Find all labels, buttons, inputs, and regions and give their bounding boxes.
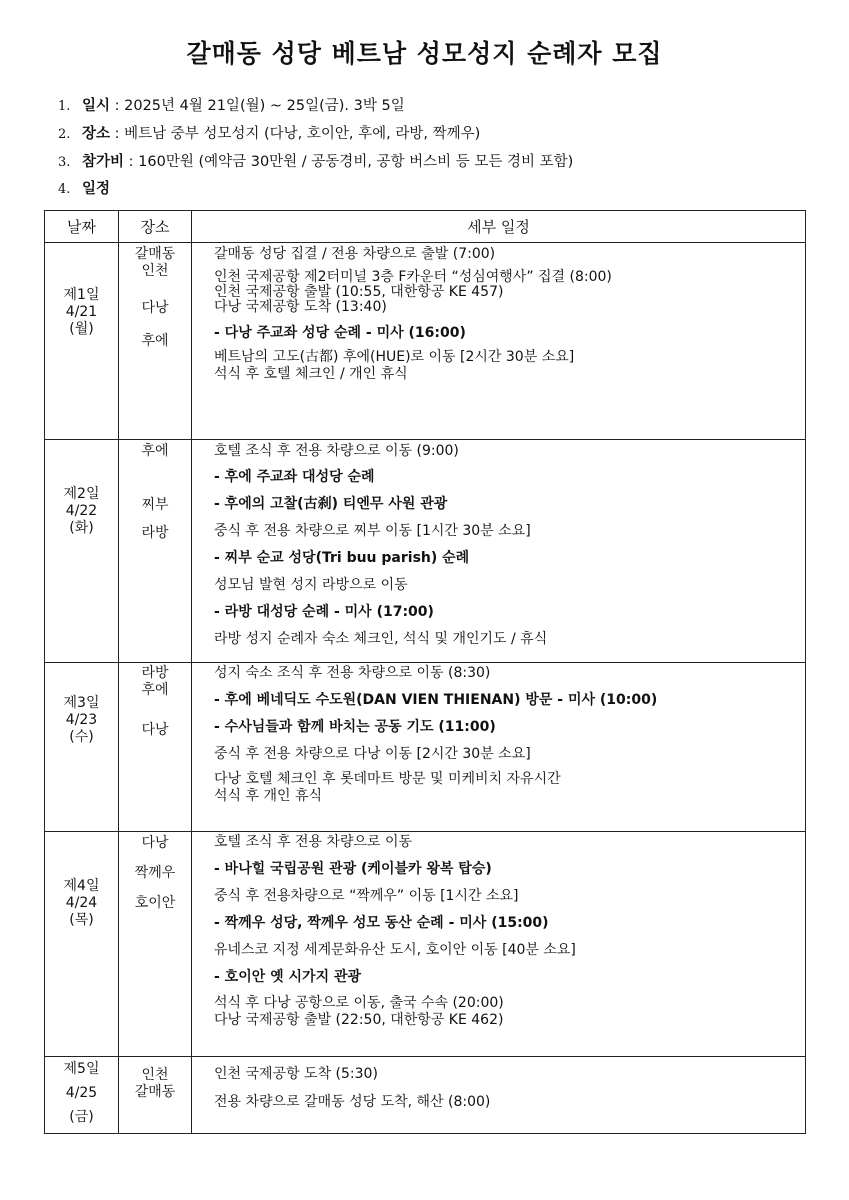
schedule-line-highlight: - 후에 주교좌 대성당 순례 [214, 469, 375, 485]
day-detail-cell [192, 832, 806, 1057]
info-sep: : [110, 98, 125, 114]
day-detail-cell [192, 1057, 806, 1134]
schedule-line-highlight: - 바나힐 국립공원 관광 (케이블카 왕복 탑승) [214, 861, 492, 877]
info-sep: : [124, 154, 139, 170]
info-text: 2025년 4월 21일(월) ~ 25일(금). 3박 5일 [124, 98, 405, 114]
day-date: 4/21 [65, 304, 98, 320]
schedule-line: 중식 후 전용차량으로 “짝께우” 이동 [1시간 소요] [214, 888, 519, 904]
day-date: 4/23 [65, 712, 98, 728]
place-name: 후에 [141, 443, 169, 459]
schedule-line: 베트남의 고도(古都) 후에(HUE)로 이동 [2시간 30분 소요] [214, 349, 575, 365]
place-name: 인천 [141, 263, 169, 279]
place-name: 후에 [141, 682, 169, 698]
place-name: 다낭 [141, 835, 169, 851]
day-date-cell [45, 243, 119, 440]
schedule-line-highlight: - 후에 베네딕도 수도원(DAN VIEN THIENAN) 방문 - 미사 (10:00) [214, 692, 658, 708]
schedule-line: 중식 후 전용 차량으로 찌부 이동 [1시간 30분 소요] [214, 523, 531, 539]
schedule-line-highlight: - 짝께우 성당, 짝께우 성모 동산 순례 - 미사 (15:00) [214, 915, 549, 931]
day-weekday: (월) [69, 321, 94, 337]
day-detail-cell [192, 440, 806, 663]
place-name: 갈매동 [134, 1084, 176, 1100]
table-row-day5 [45, 1057, 806, 1134]
table-row-day1 [45, 243, 806, 440]
day-weekday: (금) [69, 1109, 94, 1125]
place-name: 라방 [141, 525, 169, 541]
info-number: 4. [58, 182, 71, 197]
day-weekday: (화) [69, 520, 94, 536]
day-label: 제3일 [63, 695, 100, 711]
day-detail-cell [192, 243, 806, 440]
header-detail: 세부 일정 [192, 211, 806, 243]
schedule-line: 성모님 발현 성지 라방으로 이동 [214, 577, 408, 593]
schedule-line-highlight: - 라방 대성당 순례 - 미사 (17:00) [214, 604, 434, 620]
schedule-line: 다낭 국제공항 출발 (22:50, 대한항공 KE 462) [214, 1012, 504, 1028]
day-date-cell [45, 440, 119, 663]
info-key: 참가비 [82, 154, 125, 170]
day-place-cell [119, 832, 192, 1057]
day-date: 4/25 [65, 1085, 98, 1101]
info-sep: : [110, 126, 125, 142]
info-number: 2. [58, 127, 71, 142]
info-text: 베트남 중부 성모성지 (다낭, 호이안, 후에, 라방, 짝께우) [124, 126, 481, 142]
schedule-line-highlight: - 호이안 옛 시가지 관광 [214, 969, 362, 985]
place-name: 다낭 [141, 722, 169, 738]
place-name: 다낭 [141, 300, 169, 316]
table-row-day3 [45, 663, 806, 832]
schedule-line: 석식 후 개인 휴식 [214, 788, 323, 804]
day-date: 4/24 [65, 895, 98, 911]
schedule-line: 호텔 조식 후 전용 차량으로 이동 [214, 834, 413, 850]
schedule-line: 중식 후 전용 차량으로 다낭 이동 [2시간 30분 소요] [214, 746, 531, 762]
header-place: 장소 [119, 211, 192, 243]
schedule-line-highlight: - 후에의 고찰(古刹) 티엔무 사원 관광 [214, 496, 448, 512]
place-name: 라방 [141, 665, 169, 681]
info-key: 장소 [82, 126, 111, 142]
day-label: 제4일 [63, 878, 100, 894]
schedule-line-highlight: - 수사님들과 함께 바치는 공동 기도 (11:00) [214, 719, 496, 735]
page-title: 갈매동 성당 베트남 성모성지 순례자 모집 [186, 39, 663, 68]
schedule-line-highlight: - 다낭 주교좌 성당 순례 - 미사 (16:00) [214, 325, 466, 341]
place-name: 호이안 [134, 895, 176, 911]
table-header-row [45, 211, 806, 243]
info-number: 1. [58, 99, 71, 114]
header-date: 날짜 [45, 211, 119, 243]
day-weekday: (수) [69, 729, 94, 745]
info-item-fee [58, 150, 573, 171]
day-date: 4/22 [65, 503, 98, 519]
day-label: 제1일 [63, 287, 100, 303]
table-row-day2 [45, 440, 806, 663]
schedule-line: 갈매동 성당 집결 / 전용 차량으로 출발 (7:00) [214, 246, 496, 262]
schedule-line: 인천 국제공항 출발 (10:55, 대한항공 KE 457) [214, 284, 504, 300]
place-name: 후에 [141, 333, 169, 349]
place-name: 짝께우 [134, 865, 176, 881]
day-date-cell [45, 663, 119, 832]
schedule-line: 유네스코 지정 세계문화유산 도시, 호이안 이동 [40분 소요] [214, 942, 576, 958]
schedule-line: 다낭 국제공항 도착 (13:40) [214, 299, 387, 315]
day-label: 제5일 [63, 1061, 100, 1077]
place-name: 인천 [141, 1067, 169, 1083]
schedule-line: 다낭 호텔 체크인 후 롯데마트 방문 및 미케비치 자유시간 [214, 771, 561, 787]
schedule-line: 전용 차량으로 갈매동 성당 도착, 해산 (8:00) [214, 1094, 491, 1110]
schedule-table [44, 210, 806, 1134]
day-place-cell [119, 1057, 192, 1134]
schedule-line: 인천 국제공항 도착 (5:30) [214, 1066, 378, 1082]
info-item-date [58, 94, 405, 115]
day-weekday: (목) [69, 912, 94, 928]
day-place-cell [119, 440, 192, 663]
info-key: 일시 [82, 98, 111, 114]
info-text: 160만원 (예약금 30만원 / 공동경비, 공항 버스비 등 모든 경비 포함) [138, 154, 574, 170]
schedule-line: 라방 성지 순례자 숙소 체크인, 석식 및 개인기도 / 휴식 [214, 631, 548, 647]
schedule-line: 석식 후 다낭 공항으로 이동, 출국 수속 (20:00) [214, 995, 504, 1011]
day-date-cell [45, 832, 119, 1057]
schedule-line: 인천 국제공항 제2터미널 3층 F카운터 “성심여행사” 집결 (8:00) [214, 269, 612, 285]
table-row-day4 [45, 832, 806, 1057]
place-name: 갈매동 [134, 246, 176, 262]
info-item-schedule [58, 177, 110, 198]
place-name: 찌부 [141, 497, 169, 513]
info-number: 3. [58, 155, 71, 170]
info-item-place [58, 122, 480, 143]
info-key: 일정 [82, 181, 111, 197]
day-place-cell [119, 663, 192, 832]
day-label: 제2일 [63, 486, 100, 502]
schedule-line: 성지 숙소 조식 후 전용 차량으로 이동 (8:30) [214, 665, 491, 681]
day-place-cell [119, 243, 192, 440]
schedule-line-highlight: - 찌부 순교 성당(Tri buu parish) 순례 [214, 550, 470, 566]
schedule-line: 호텔 조식 후 전용 차량으로 이동 (9:00) [214, 443, 459, 459]
day-date-cell [45, 1057, 119, 1134]
day-detail-cell [192, 663, 806, 832]
schedule-line: 석식 후 호텔 체크인 / 개인 휴식 [214, 366, 408, 382]
